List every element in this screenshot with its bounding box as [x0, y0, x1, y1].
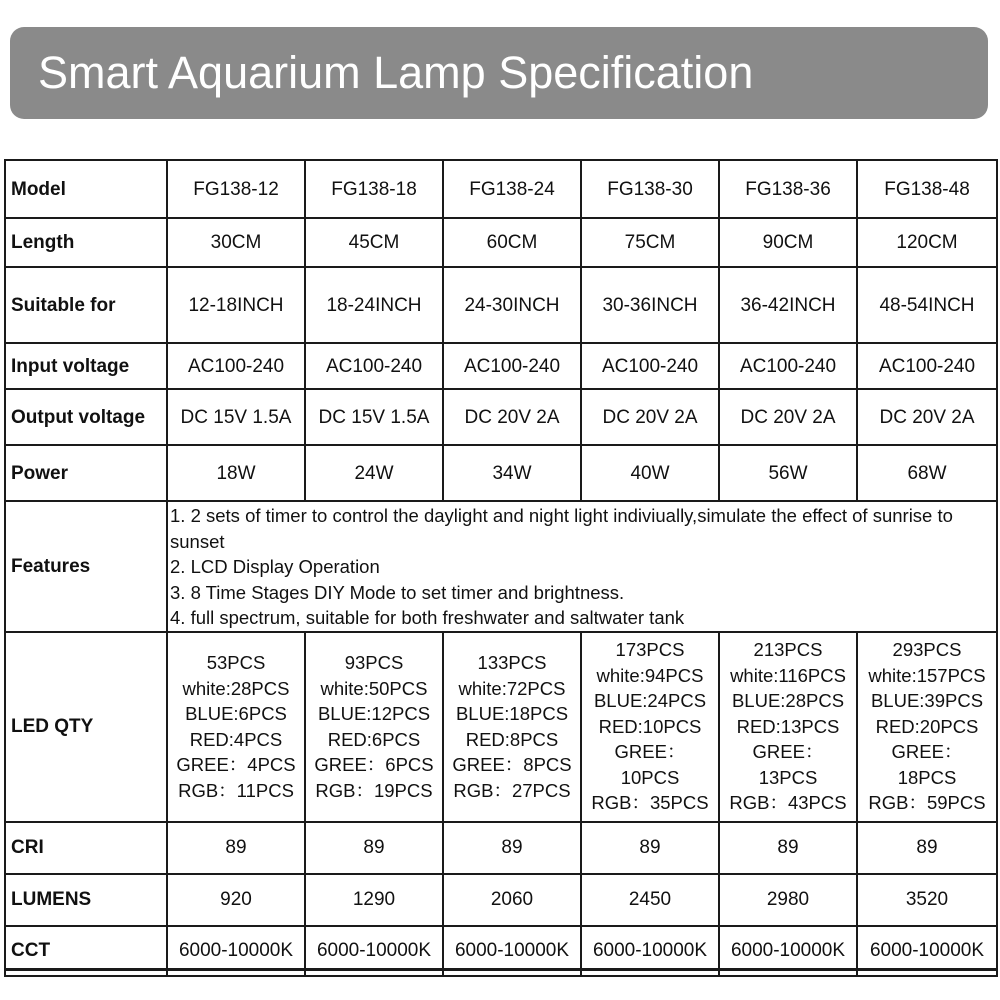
row-header-features: Features: [5, 501, 167, 632]
led-qty-line: RGB：27PCS: [453, 779, 571, 801]
title-banner: [10, 27, 988, 119]
model-cell: FG138-48: [857, 160, 997, 218]
row-output-voltage: [5, 389, 997, 445]
led-qty-line: white:72PCS: [458, 677, 566, 699]
suitable-cell: 36-42INCH: [719, 267, 857, 343]
cri-cell: 89: [443, 822, 581, 874]
suitable-cell: 30-36INCH: [581, 267, 719, 343]
features-cell: [167, 501, 997, 632]
row-suitable-for: [5, 267, 997, 343]
led-qty-line: GREE：8PCS: [452, 754, 572, 775]
cri-cell: 89: [305, 822, 443, 874]
input-voltage-cell: AC100-240: [167, 343, 305, 389]
row-cri: [5, 822, 997, 874]
led-qty-line: RED:13PCS: [736, 715, 840, 737]
row-led-qty: [5, 632, 997, 822]
input-voltage-cell: AC100-240: [443, 343, 581, 389]
power-cell: 34W: [443, 445, 581, 501]
led-qty-line: RED:4PCS: [189, 728, 283, 750]
cct-cell: 6000-10000K: [167, 926, 305, 976]
led-qty-line: RED:10PCS: [598, 715, 702, 737]
row-length: [5, 218, 997, 267]
input-voltage-cell: AC100-240: [857, 343, 997, 389]
led-qty-line: RGB：35PCS: [591, 792, 709, 814]
row-model: [5, 160, 997, 218]
led-qty-line: BLUE:12PCS: [317, 703, 431, 724]
feature-line: 4. full spectrum, suitable for both freshwater and saltwater tank: [170, 607, 685, 628]
row-power: [5, 445, 997, 501]
output-voltage-cell: DC 15V 1.5A: [305, 389, 443, 445]
feature-line: 3. 8 Time Stages DIY Mode to set timer and brightness.: [170, 581, 625, 603]
cct-cell: 6000-10000K: [719, 926, 857, 976]
led-qty-line: GREE：: [891, 741, 963, 763]
row-header-model: Model: [5, 160, 167, 218]
lumens-cell: 2060: [443, 874, 581, 926]
cct-cell: 6000-10000K: [443, 926, 581, 976]
led-qty-line: white:28PCS: [182, 677, 290, 699]
cct-cell: 6000-10000K: [581, 926, 719, 976]
led-qty-line: GREE：4PCS: [176, 754, 296, 775]
led-qty-line: 10PCS: [620, 766, 680, 788]
cri-cell: 89: [857, 822, 997, 874]
row-header-cri: CRI: [5, 822, 167, 874]
led-qty-line: white:157PCS: [868, 664, 986, 686]
lumens-cell: 2980: [719, 874, 857, 926]
led-qty-line: GREE：: [752, 741, 824, 763]
led-qty-line: GREE：: [614, 741, 686, 763]
row-lumens: [5, 874, 997, 926]
suitable-cell: 24-30INCH: [443, 267, 581, 343]
spec-table: [4, 159, 998, 977]
row-header-lumens: LUMENS: [5, 874, 167, 926]
led-qty-line: 173PCS: [615, 639, 685, 661]
row-header-suitable-for: Suitable for: [5, 267, 167, 343]
model-cell: FG138-12: [167, 160, 305, 218]
feature-line: 1. 2 sets of timer to control the daylight and night light indiviually,simulate the effect of sunrise to sunset: [170, 505, 953, 552]
row-header-output-voltage: Output voltage: [5, 389, 167, 445]
led-qty-line: 293PCS: [892, 639, 962, 661]
suitable-cell: 12-18INCH: [167, 267, 305, 343]
input-voltage-cell: AC100-240: [719, 343, 857, 389]
row-features: [5, 501, 997, 632]
length-cell: 75CM: [581, 218, 719, 267]
led-qty-line: RGB：59PCS: [868, 792, 986, 814]
output-voltage-cell: DC 20V 2A: [719, 389, 857, 445]
row-header-length: Length: [5, 218, 167, 267]
led-qty-cell: [443, 632, 581, 822]
led-qty-line: 133PCS: [477, 652, 547, 673]
led-qty-line: white:50PCS: [320, 677, 428, 699]
led-qty-line: RED:8PCS: [465, 728, 559, 750]
row-header-power: Power: [5, 445, 167, 501]
led-qty-cell: [167, 632, 305, 822]
led-qty-line: 93PCS: [344, 652, 404, 673]
led-qty-cell: [305, 632, 443, 822]
led-qty-line: BLUE:6PCS: [185, 703, 287, 724]
led-qty-line: RED:20PCS: [875, 715, 979, 737]
input-voltage-cell: AC100-240: [305, 343, 443, 389]
cri-cell: 89: [167, 822, 305, 874]
cri-cell: 89: [581, 822, 719, 874]
power-cell: 68W: [857, 445, 997, 501]
led-qty-line: RGB：43PCS: [729, 792, 847, 814]
feature-line: 2. LCD Display Operation: [170, 556, 380, 577]
power-cell: 24W: [305, 445, 443, 501]
row-header-led-qty: LED QTY: [5, 632, 167, 822]
output-voltage-cell: DC 20V 2A: [857, 389, 997, 445]
power-cell: 18W: [167, 445, 305, 501]
model-cell: FG138-24: [443, 160, 581, 218]
table-bottom-rule: [4, 968, 996, 971]
lumens-cell: 1290: [305, 874, 443, 926]
input-voltage-cell: AC100-240: [581, 343, 719, 389]
suitable-cell: 48-54INCH: [857, 267, 997, 343]
led-qty-line: BLUE:39PCS: [870, 690, 984, 712]
cct-cell: 6000-10000K: [305, 926, 443, 976]
lumens-cell: 920: [167, 874, 305, 926]
length-cell: 45CM: [305, 218, 443, 267]
led-qty-line: 18PCS: [897, 766, 957, 788]
led-qty-line: RED:6PCS: [327, 728, 421, 750]
led-qty-cell: [719, 632, 857, 822]
length-cell: 90CM: [719, 218, 857, 267]
row-header-input-voltage: Input voltage: [5, 343, 167, 389]
row-input-voltage: [5, 343, 997, 389]
led-qty-line: RGB：11PCS: [178, 779, 294, 801]
led-qty-line: 213PCS: [753, 639, 823, 661]
power-cell: 56W: [719, 445, 857, 501]
led-qty-line: white:94PCS: [596, 664, 704, 686]
model-cell: FG138-18: [305, 160, 443, 218]
cri-cell: 89: [719, 822, 857, 874]
output-voltage-cell: DC 15V 1.5A: [167, 389, 305, 445]
power-cell: 40W: [581, 445, 719, 501]
led-qty-cell: [581, 632, 719, 822]
led-qty-line: 53PCS: [206, 652, 266, 673]
led-qty-line: RGB：19PCS: [315, 779, 433, 801]
suitable-cell: 18-24INCH: [305, 267, 443, 343]
length-cell: 60CM: [443, 218, 581, 267]
lumens-cell: 2450: [581, 874, 719, 926]
page-title: Smart Aquarium Lamp Specification: [38, 47, 754, 98]
led-qty-line: white:116PCS: [730, 664, 846, 686]
length-cell: 30CM: [167, 218, 305, 267]
led-qty-line: GREE：6PCS: [314, 754, 434, 775]
output-voltage-cell: DC 20V 2A: [581, 389, 719, 445]
model-cell: FG138-36: [719, 160, 857, 218]
led-qty-line: 13PCS: [758, 766, 818, 788]
lumens-cell: 3520: [857, 874, 997, 926]
model-cell: FG138-30: [581, 160, 719, 218]
cct-cell: 6000-10000K: [857, 926, 997, 976]
led-qty-line: BLUE:28PCS: [731, 690, 845, 712]
led-qty-line: BLUE:18PCS: [455, 703, 569, 724]
row-header-cct: CCT: [5, 926, 167, 976]
led-qty-cell: [857, 632, 997, 822]
led-qty-line: BLUE:24PCS: [593, 690, 707, 712]
length-cell: 120CM: [857, 218, 997, 267]
output-voltage-cell: DC 20V 2A: [443, 389, 581, 445]
